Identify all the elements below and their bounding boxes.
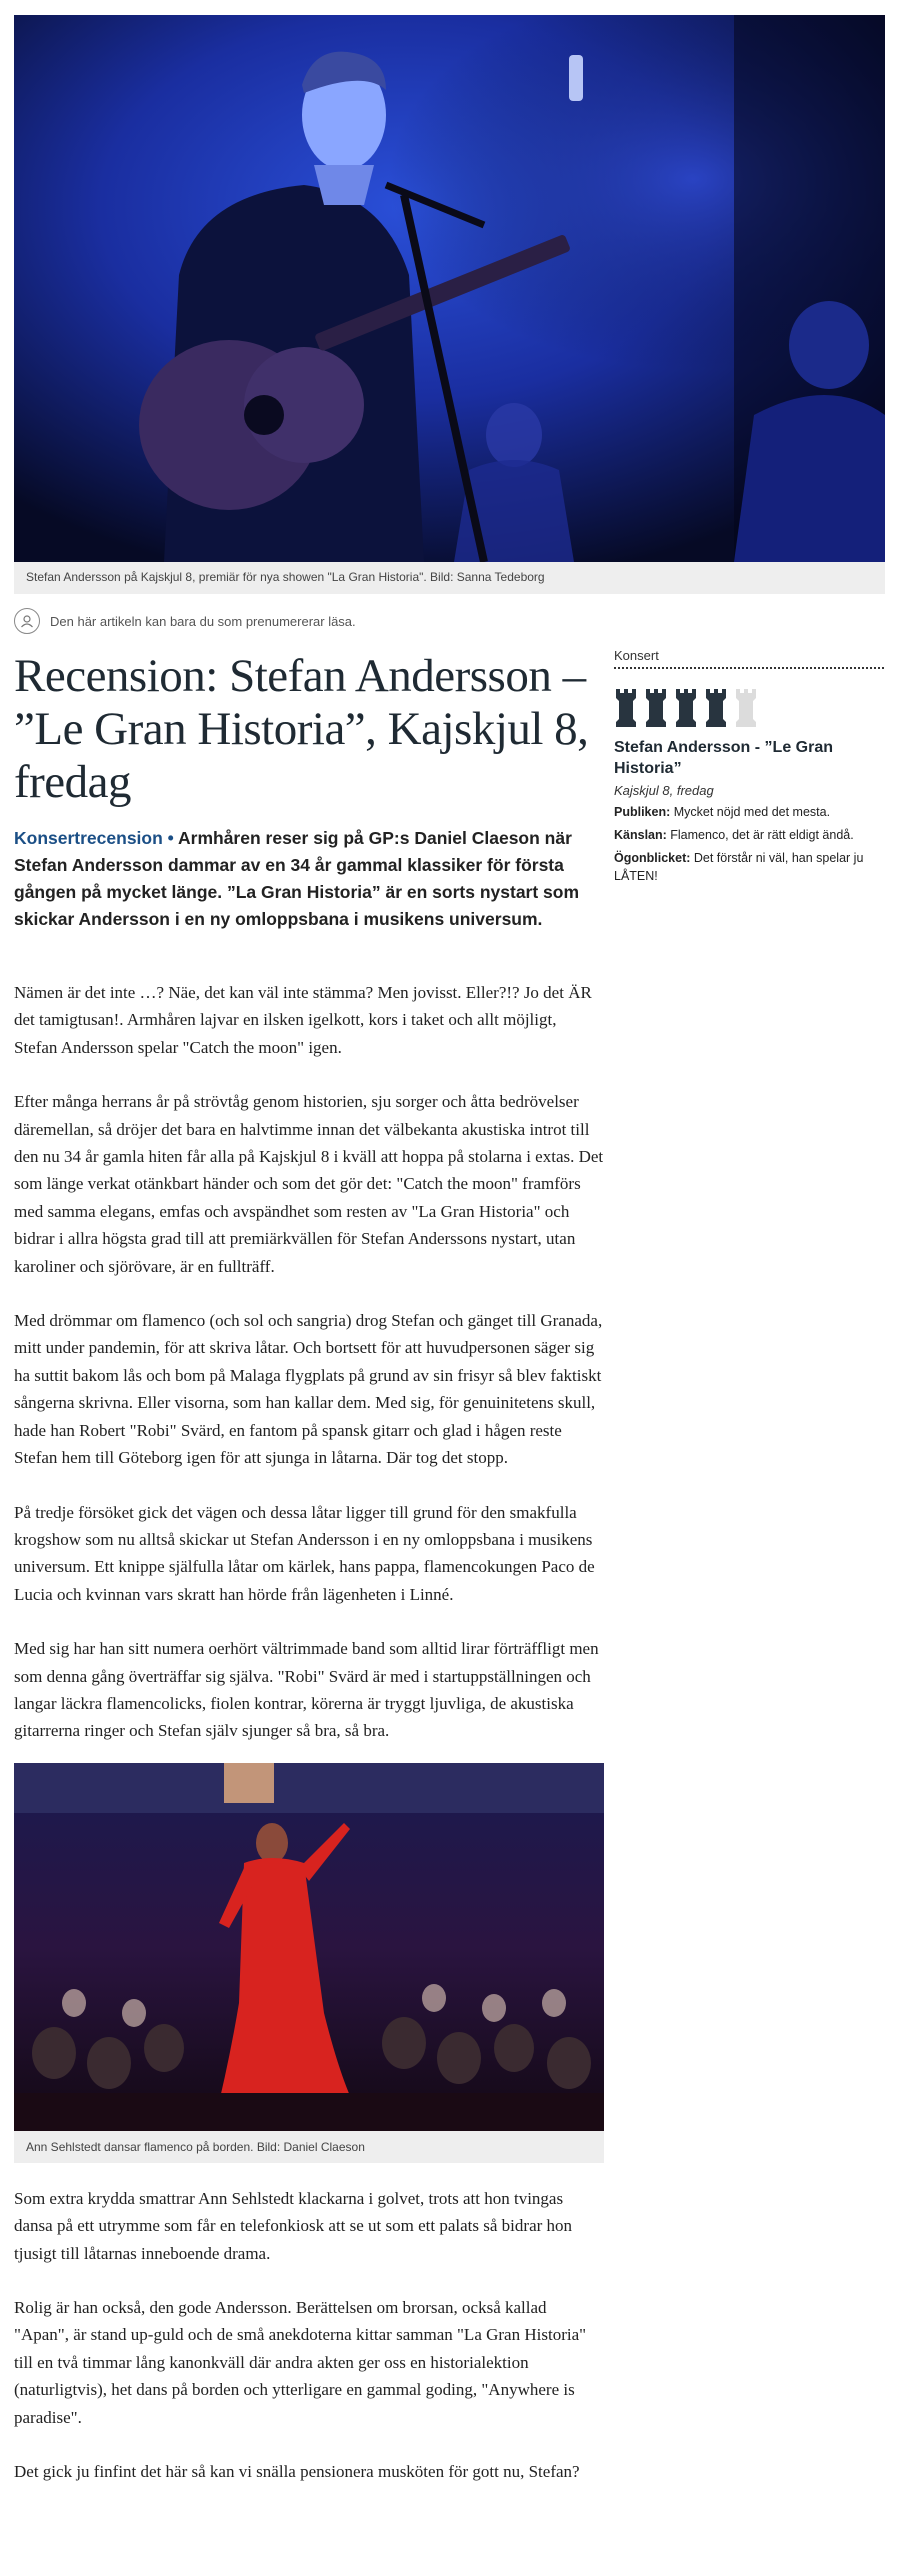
factbox-row xyxy=(614,803,884,821)
factbox-row-key: Känslan: xyxy=(614,828,667,842)
factbox-title: Stefan Andersson - ”Le Gran Historia” xyxy=(614,739,833,777)
rating-icon-filled xyxy=(644,689,668,727)
body-paragraph: Det gick ju finfint det här så kan vi snälla pensionera musköten för gott nu, Stefan? xyxy=(14,2462,580,2481)
factbox-row-value: Det förstår ni väl, han spelar ju LÅTEN! xyxy=(614,851,864,883)
lead-text: Armhåren reser sig på GP:s Daniel Claeson när Stefan Andersson dammar av en 34 år gammal klassiker för första gången på mycket länge. ”La Gran Historia” är en sorts nystart som skickar Andersson i en ny omloppsbana i musikens universum. xyxy=(14,828,580,929)
rating-icon-filled xyxy=(614,689,638,727)
article-body-continued xyxy=(14,2185,604,2486)
concert-photo xyxy=(14,15,885,562)
user-icon xyxy=(14,608,40,634)
premium-text: Den här artikeln kan bara du som prenumererar läsa. xyxy=(50,613,356,629)
body-paragraph: Nämen är det inte …? Näe, det kan väl inte stämma? Men jovisst. Eller?!? Jo det ÄR det tamigtusan!. Armhåren lajvar en ilsken igelkott, kors i taket och allt möjligt, Stefan Andersson spelar "Catch the moon" igen. xyxy=(14,983,592,1057)
article xyxy=(14,650,604,2485)
body-paragraph: På tredje försöket gick det vägen och dessa låtar ligger till grund för den smakfulla krogshow som nu alltså skickar ut Stefan Andersson i en ny omloppsbana i musikens universum. Ett knippe själfulla låtar om kärlek, hans pappa, flamencokungen Paco de Lucia och kvinnan vars skratt han hörde från lägenheten i Linné. xyxy=(14,1502,595,1604)
factbox-row-key: Publiken: xyxy=(614,805,671,819)
factbox-subtitle: Kajskjul 8, fredag xyxy=(614,783,714,798)
kicker-bullet: • xyxy=(162,828,178,848)
article-lead xyxy=(14,825,604,933)
factbox-label: Konsert xyxy=(614,648,884,669)
rating xyxy=(614,689,884,727)
factbox-row-value: Mycket nöjd med det mesta. xyxy=(670,805,831,819)
body-paragraph: Som extra krydda smattrar Ann Sehlstedt klackarna i golvet, trots att hon tvingas dansa på ett utrymme som får en telefonkiosk att se ut som ett palats så bidrar hon tjusigt till låtarnas inneboende drama. xyxy=(14,2188,573,2263)
hero-caption: Stefan Andersson på Kajskjul 8, premiär för nya showen "La Gran Historia". Bild: Sanna Tedeborg xyxy=(14,562,885,594)
review-factbox xyxy=(614,648,884,885)
premium-notice xyxy=(14,608,356,634)
flamenco-photo xyxy=(14,1763,604,2131)
inline-image xyxy=(14,1763,604,2163)
article-body xyxy=(14,979,604,1745)
article-title: Recension: Stefan Andersson – ”Le Gran Historia”, Kajskjul 8, fredag xyxy=(14,650,589,808)
factbox-row-key: Ögonblicket: xyxy=(614,851,691,865)
body-paragraph: Med sig har han sitt numera oerhört vältrimmade band som alltid lirar förträffligt men som denna gång överträffar sig själva. "Robi" Svärd är med i startuppställningen och langar läckra flamencolicks, fiolen kontrar, körerna är tryggt ljuvliga, de akustiska gitarrerna ringer och Stefan själv sjunger så bra, så bra. xyxy=(14,1639,599,1741)
factbox-row-value: Flamenco, det är rätt eldigt ändå. xyxy=(666,828,854,842)
inline-caption: Ann Sehlstedt dansar flamenco på borden. Bild: Daniel Claeson xyxy=(14,2131,604,2163)
body-paragraph: Rolig är han också, den gode Andersson. Berättelsen om brorsan, också kallad "Apan", är stand up-guld och de små anekdoterna kittar samman "La Gran Historia" till en två timmar lång kanonkväll där andra akten ger oss en historialektion (naturligtvis), het dans på borden och ytterligare en gammal goding, "Anywhere is paradise". xyxy=(14,2297,587,2427)
hero-image xyxy=(14,15,885,562)
body-paragraph: Med drömmar om flamenco (och sol och sangria) drog Stefan och gänget till Granada, mitt under pandemin, för att skriva låtar. Och bortsett för att huvudpersonen säger sig ha suttit bakom lås och bom på Malaga flygplats på grund av sin frisyr så blev faktiskt sångerna skrivna. Eller visorna, som han kallar dem. Med sig, för genuinitetens skull, hade han Robert "Robi" Svärd, en fantom på spansk gitarr och glad i hågen reste Stefan hem till Göteborg igen för att sjunga in låtarna. Där tog det stopp. xyxy=(14,1311,603,1468)
body-paragraph: Efter många herrans år på strövtåg genom historien, sju sorger och åtta bedrövelser däremellan, så dröjer det bara en halvtimme innan det välbekanta akustiska introt till den nu 34 år gamla hiten får alla på Kajskjul 8 i kväll att hoppa på stolarna i extas. Det som länge verkat otänkbart händer och som det gör det: "Catch the moon" framförs med samma elegans, emfas och avspändhet som resten av "La Gran Historia" och bidrar i allra högsta grad till att premiärkvällen för Stefan Anderssons nystart, utan karoliner och sjörövare, är en fullträff. xyxy=(14,1092,604,1276)
factbox-row xyxy=(614,826,884,844)
rating-icon-filled xyxy=(704,689,728,727)
rating-icon-empty xyxy=(734,689,758,727)
article-kicker: Konsertrecension xyxy=(14,828,163,848)
factbox-row xyxy=(614,849,884,885)
rating-icon-filled xyxy=(674,689,698,727)
